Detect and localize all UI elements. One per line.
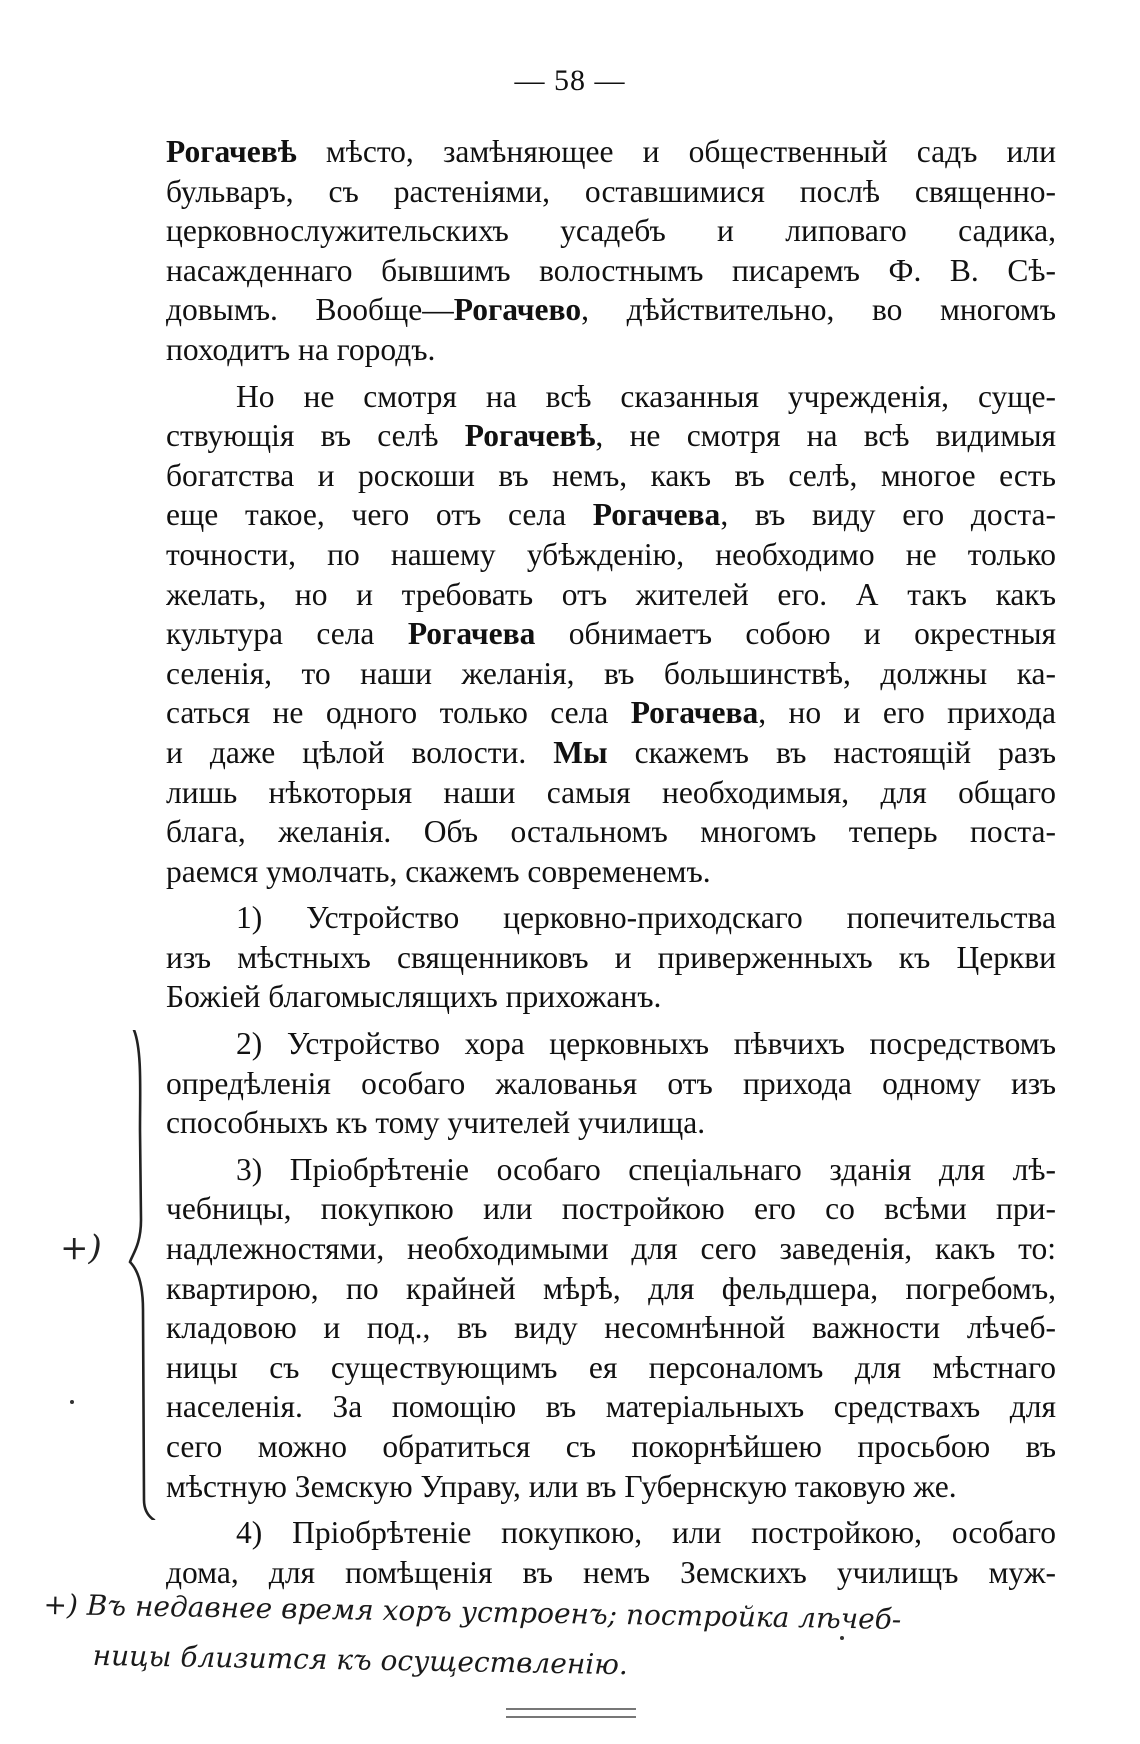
text-line: населенія. За помощію въ матеріальныхъ средствахъ для <box>166 1389 1056 1425</box>
emphasized-word: Рогачево <box>453 292 582 328</box>
text-line: 1) Устройство церковно-приходскаго попечительства <box>236 900 1056 936</box>
text-line: изъ мѣстныхъ священниковъ и приверженныхъ къ Церкви <box>166 939 1056 975</box>
text-line: Рогачевѣ мѣсто, замѣняющее и общественный садъ или <box>166 134 1056 169</box>
text-line: и даже цѣлой волости. Мы скажемъ въ настоящій разъ <box>166 734 1056 770</box>
text-line: культура села Рогачева обнимаетъ собою и окрестныя <box>166 616 1056 652</box>
margin-annotation-mark: +) <box>60 1228 102 1268</box>
text-line: мѣстную Земскую Управу, или въ Губернскую таковую же. <box>166 1468 957 1504</box>
text-line: довымъ. Вообще—Рогачево, дѣйствительно, во многомъ <box>166 292 1056 328</box>
handwritten-note <box>42 1580 1084 1698</box>
text-line: дома, для помѣщенія въ немъ Земскихъ училищъ муж- <box>166 1554 1056 1590</box>
ink-speck <box>70 1400 74 1404</box>
text-line: лишь нѣкоторыя наши самыя необходимыя, для общаго <box>166 774 1056 810</box>
text-line: опредѣленія особаго жалованья отъ прихода одному изъ <box>166 1065 1056 1101</box>
text-line: селенія, то наши желанія, въ большинствѣ, должны ка- <box>166 655 1056 691</box>
text-line: кладовою и под., въ виду несомнѣнной важности лѣчеб- <box>166 1310 1056 1346</box>
ink-speck <box>840 1636 844 1640</box>
text-line: Но не смотря на всѣ сказанныя учрежденія, суще- <box>236 378 1056 414</box>
text-line: 3) Пріобрѣтеніе особаго спеціальнаго зданія для лѣ- <box>236 1151 1056 1187</box>
body-text <box>166 132 1056 1592</box>
emphasized-word: Рогачевѣ <box>166 134 297 169</box>
text-line: саться не одного только села Рогачева, но и его прихода <box>166 695 1056 731</box>
text-line: походитъ на городъ. <box>166 331 436 367</box>
text-line: церковнослужительскихъ усадебъ и липоваго садика, <box>166 213 1056 249</box>
emphasized-word: Мы <box>553 734 608 770</box>
handwritten-note-line-2: ницы близится къ осуществленію. <box>92 1638 629 1682</box>
emphasized-word: Рогачева <box>407 616 536 652</box>
emphasized-word: Рогачевѣ <box>464 418 596 454</box>
text-line: насажденнаго бывшимъ волостнымъ писаремъ Ф. В. Сѣ- <box>166 252 1056 288</box>
handwritten-note-line-1: +) Въ недавнее время хоръ устроенъ; постройка лѣчеб- <box>43 1587 902 1636</box>
text-line: бульваръ, съ растеніями, оставшимися послѣ священно- <box>166 173 1056 209</box>
text-line: 4) Пріобрѣтеніе покупкою, или постройкою, особаго <box>236 1515 1056 1551</box>
text-line: Божіей благомыслящихъ прихожанъ. <box>166 979 662 1015</box>
text-line: ствующія въ селѣ Рогачевѣ, не смотря на всѣ видимыя <box>166 418 1056 454</box>
text-line: точности, по нашему убѣжденію, необходимо не только <box>166 536 1056 572</box>
emphasized-word: Рогачева <box>630 695 759 731</box>
text-line: блага, желанія. Объ остальномъ многомъ теперь поста- <box>166 814 1056 850</box>
text-line: надлежностями, необходимыми для сего заведенія, какъ то: <box>166 1231 1056 1267</box>
footer-rule <box>506 1708 636 1710</box>
text-line: еще такое, чего отъ села Рогачева, въ виду его доста- <box>166 497 1056 533</box>
text-line: квартирою, по крайней мѣрѣ, для фельдшера, погребомъ, <box>166 1270 1056 1306</box>
text-line: ницы съ существующимъ ея персоналомъ для мѣстнаго <box>166 1349 1056 1385</box>
text-line: чебницы, покупкою или постройкою его со всѣми при- <box>166 1191 1056 1227</box>
text-line: раемся умолчать, скажемъ современемъ. <box>166 853 711 889</box>
page-number: — 58 — <box>514 64 626 97</box>
text-line: способныхъ къ тому учителей училища. <box>166 1105 706 1141</box>
text-line: сего можно обратиться съ покорнѣйшею просьбою въ <box>166 1429 1056 1464</box>
text-line: богатства и роскоши въ немъ, какъ въ селѣ, многое есть <box>166 457 1056 493</box>
text-line: 2) Устройство хора церковныхъ пѣвчихъ посредствомъ <box>236 1026 1056 1062</box>
text-line: желать, но и требовать отъ жителей его. А такъ какъ <box>166 576 1056 612</box>
margin-bracket <box>128 1030 168 1520</box>
footer-rule <box>506 1716 636 1718</box>
emphasized-word: Рогачева <box>592 497 721 533</box>
